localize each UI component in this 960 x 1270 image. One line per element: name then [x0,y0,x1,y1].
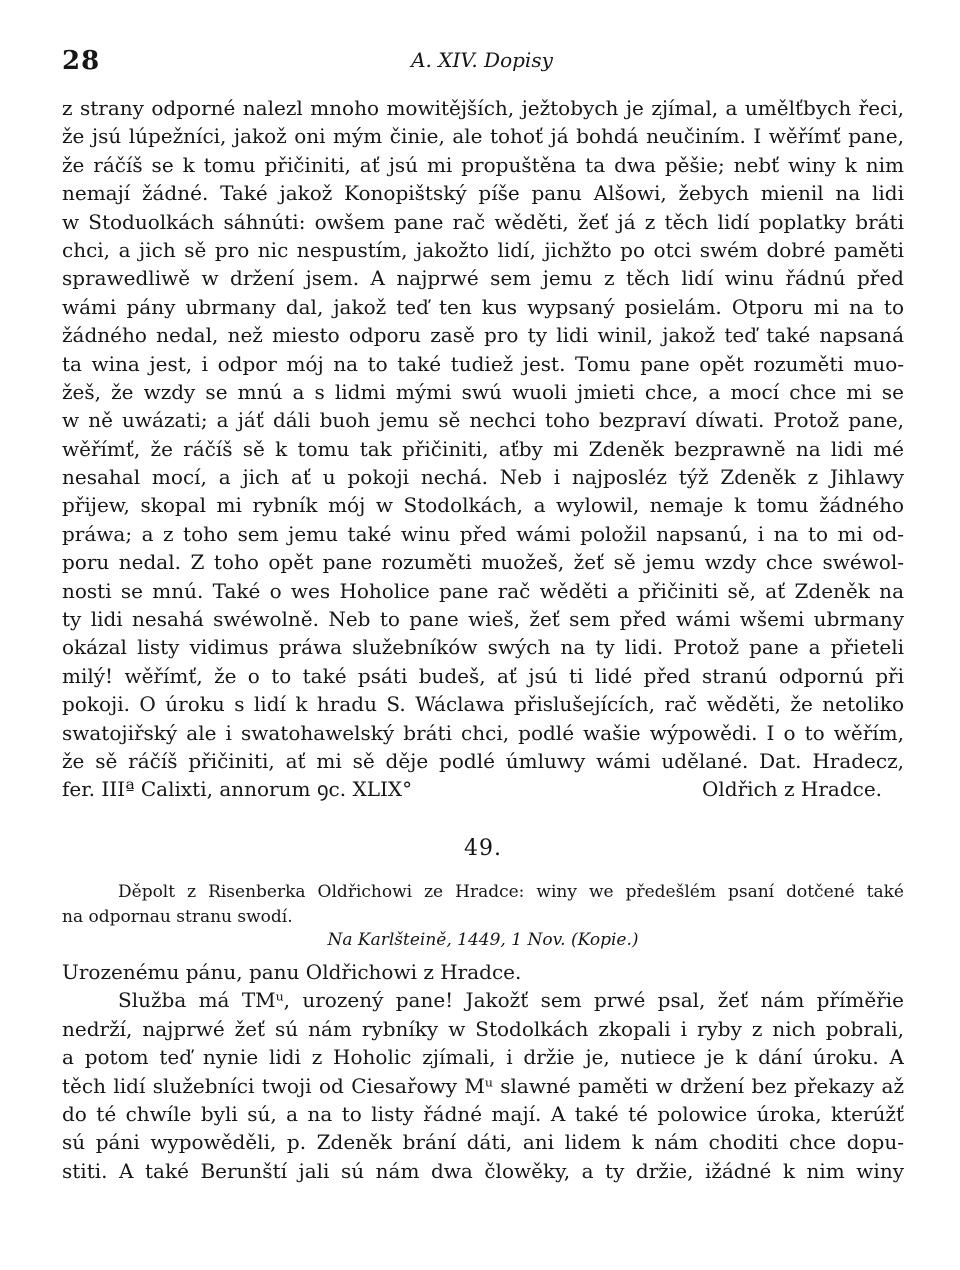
text-line: z strany odporné nalezl mnoho mowitějších, ježtobych je zjímal, a umělťbych řeci, [62,96,904,120]
page-number: 28 [62,46,101,76]
text-line: milý! wěřímť, že o to také psáti budeš, ať jsú ti lidé před stranú odpornú při [62,663,904,688]
text-line: že ráčíš se k tomu přičiniti, ať jsú mi propuštěna ta dwa pěšie; nebť winy k nim [62,152,904,177]
text-line: nedrží, najprwé žeť sú nám rybníky w Stodolkách zkopali i ryby z nich pobrali, [62,1016,904,1041]
text-line: žádného nedal, než miesto odporu zasě pro ty lidi winil, jakož teď také napsaná [62,323,904,348]
text-line: swatojiřský ale i swatohawelský bráti chci, podlé wašie wýpowědi. I o to wěřím, [62,720,904,745]
text-line: poru nedal. Z toho opět pane rozuměti muožeš, žeť sě jemu wzdy chce swéwol- [62,550,904,575]
source-note: Na Karlšteině, 1449, 1 Nov. (Kopie.) [327,930,639,950]
text-line: nesahal mocí, a jich ať u pokoji nechá. Neb i najposléz týž Zdeněk z Jihlawy [62,465,904,490]
text-line: ta wina jest, i odpor mój na to také tudiež jest. Tomu pane opět rozuměti muo- [62,351,904,376]
text-line: stiti. A také Berunští jali sú nám dwa člowěky, a ty držie, ižádné k nim winy [62,1158,904,1183]
text-line: wámi pány ubrmany dal, jakož teď ten kus wypsaný posielám. Otporu mi na to [62,294,904,319]
signature: Oldřich z Hradce. [702,777,883,802]
text-line: chci, a jich sě pro nic nespustím, jakožto lidí, jichžto po otci swém dobré paměti [62,237,904,262]
text-line: nemají žádné. Také jakož Konopištský píše panu Alšowi, žebych mienil na lidi [62,181,904,206]
salutation: Urozenému pánu, panu Oldřichowi z Hradce. [62,960,522,984]
summary-line: na odpornau stranu swodí. [62,907,293,927]
page-header [62,46,902,86]
text-line: wěřímť, že ráčíš sě k tomu tak přičiniti, aťby mi Zdeněk bezprawně na lidi mé [62,436,904,461]
text-line: sú páni wypowěděli, p. Zdeněk brání dáti, ani lidem k nám choditi chce dopu- [62,1130,904,1155]
text-line: sprawedliwě w držení jsem. A najprwé sem jemu z těch lidí winu řádnú před [62,266,904,291]
text-line: nosti se mnú. Také o wes Hoholice pane rač wěděti a přičiniti sě, ať Zdeněk na [62,578,904,603]
regest-summary [62,880,904,930]
closing-line [62,775,904,803]
text-line: do té chwíle byli sú, a na to listy řádné mají. A také té polowice úroka, kterúžť [62,1101,904,1126]
text-line: těch lidí služebníci twoji od Ciesařowy Mᵘ slawné paměti w držení bez překazy až [62,1073,904,1098]
dating-clause: fer. IIIª Calixti, annorum ꝯc. XLIX° [62,777,413,802]
text-line: w Stoduolkách sáhnúti: owšem pane rač wěděti, žeť já z těch lidí poplatky bráti [62,209,904,234]
text-line: pokoji. O úroku s lidí k hradu S. Wáclawa přislušejících, rač wěděti, že netoliko [62,692,904,717]
text-line: a potom teď nynie lidi z Hoholic zjímali, i držie je, nutiece je k dání úroku. A [62,1045,904,1070]
text-line: že sě ráčíš přičiniti, ať mi sě děje podlé úmluwy wámi udělané. Dat. Hradecz, [62,748,904,773]
text-line: přijew, skopal mi rybník mój w Stodolkách, a wylowil, nemaje k tomu žádného [62,493,904,518]
letter-49-body [62,958,904,1185]
document-number: 49. [464,836,502,861]
letter-48-body [62,94,904,804]
text-line: okázal listy vidimus práwa služebníków swých na ty lidi. Protož pane a přieteli [62,635,904,660]
text-line: žeš, že wzdy se mnú a s lidmi mými swú wuoli jmieti chce, a mocí chce mi se [62,379,904,404]
running-head: A. XIV. Dopisy [411,48,553,72]
text-line: Služba má TMᵘ, urozený pane! Jakožť sem prwé psal, žeť nám příměřie [118,988,904,1013]
text-line: w ně uwázati; a jáť dáli buoh jemu sě nechci toho bezpraví díwati. Protož pane, [62,408,904,433]
summary-line: Děpolt z Risenberka Oldřichowi ze Hradce: winy we předešlém psaní dotčené také [118,882,904,902]
text-line: že jsú lúpežníci, jakož oni mým činie, ale tohoť já bohdá neučiním. I wěřímť pane, [62,124,904,149]
text-line: práwa; a z toho sem jemu také winu před wámi položil napsanú, i na to mi od- [62,521,904,546]
text-line: ty lidi nesahá swéwolně. Neb to pane wieš, žeť sem před wámi wšemi ubrmany [62,607,904,632]
